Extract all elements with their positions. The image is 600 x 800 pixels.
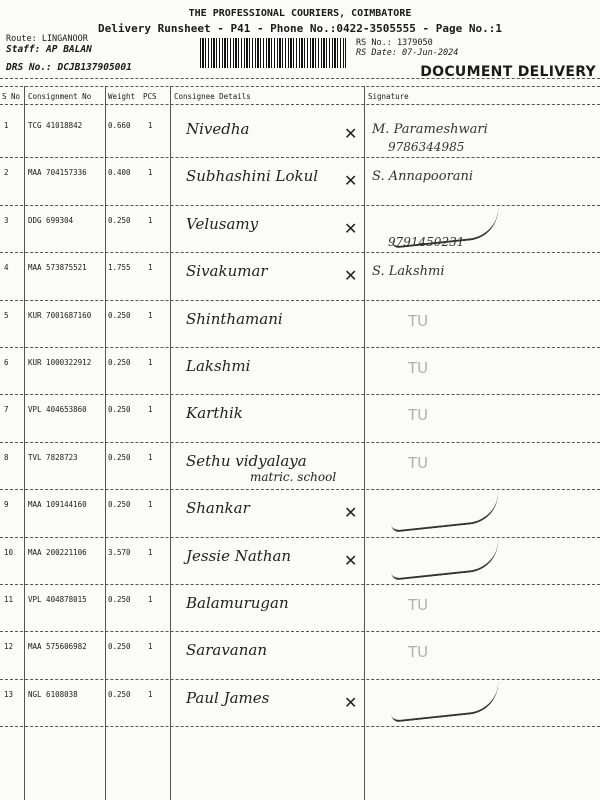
row-signature: TU [408,596,429,614]
row-consignee: Karthik [186,404,243,423]
col-signature: Signature [368,92,409,101]
row-consignee: Lakshmi [186,357,251,375]
row-signature-note: 9786344985 [388,140,465,154]
row-weight: 0.250 [108,642,131,652]
company-name: THE PROFESSIONAL COURIERS, COIMBATORE [188,8,412,19]
row-sno: 1 [4,121,9,130]
row-pcs: 1 [148,547,153,557]
rs-number: RS No.: 1379050 [356,38,433,48]
cross-mark: ✕ [344,692,358,712]
cross-mark: ✕ [344,171,358,191]
row-consignee: Paul James [186,688,270,707]
barcode-image [200,38,346,68]
row-consignment: MAA 109144160 [28,500,87,510]
drs-number: DRS No.: DCJB137905001 [6,62,132,73]
row-sno: 13 [4,689,14,699]
row-consignment: KUR 7001687160 [28,310,92,320]
row-consignee-line2: matric. school [250,469,337,484]
row-weight: 0.250 [108,358,131,367]
row-divider [0,584,600,585]
signature-scribble [389,679,502,722]
row-divider [0,300,600,301]
row-consignee: Balamurugan [186,594,289,612]
row-divider [0,679,600,680]
row-weight: 0.250 [108,215,131,225]
row-divider [0,347,600,348]
col-line [364,86,365,800]
row-pcs: 1 [148,168,153,178]
row-signature: S. Annapoorani [372,169,474,185]
row-weight: 0.250 [108,452,131,462]
row-signature-note: 9791450231 [388,234,465,249]
row-pcs: 1 [148,642,153,652]
row-divider [0,252,600,253]
row-pcs: 1 [148,595,153,604]
row-consignment: VPL 404878015 [28,595,87,604]
col-line [105,86,106,800]
row-pcs: 1 [148,500,153,510]
row-pcs: 1 [148,689,153,699]
header-divider [0,78,600,79]
row-sno: 8 [4,452,9,462]
row-sno: 5 [4,310,9,320]
row-weight: 1.755 [108,263,131,273]
row-sno: 10 [4,547,14,557]
row-consignee: Nivedha [186,120,250,138]
column-header-divider [0,104,600,105]
row-signature: TU [408,643,429,662]
col-weight: Weight [108,92,136,101]
row-weight: 0.250 [108,595,131,604]
route-label: Route: LINGANOOR [6,34,88,44]
staff-label: Staff: AP BALAN [6,44,92,55]
row-sno: 12 [4,642,14,652]
row-signature: TU [408,453,429,472]
row-signature: S. Lakshmi [372,264,445,280]
row-weight: 0.660 [108,121,131,130]
header-divider-2 [0,86,600,87]
row-sno: 7 [4,405,9,415]
row-weight: 0.250 [108,689,131,699]
row-consignee: Saravanan [186,641,268,660]
col-line [24,86,25,800]
row-weight: 3.570 [108,547,131,557]
row-consignment: KUR 1000322912 [28,358,92,367]
row-consignment: MAA 573875521 [28,263,87,273]
row-weight: 0.250 [108,500,131,510]
row-pcs: 1 [148,358,153,367]
cross-mark: ✕ [344,503,358,523]
row-pcs: 1 [148,452,153,462]
row-pcs: 1 [148,215,153,225]
col-pcs: PCS [143,92,157,101]
col-consignee: Consignee Details [174,92,251,101]
signature-scribble [389,537,502,580]
row-consignee: Shankar [186,499,250,518]
row-signature: TU [408,406,429,425]
row-consignee: Shinthamani [186,309,283,328]
row-consignment: TCG 41018842 [28,121,83,130]
row-divider [0,631,600,632]
cross-mark: ✕ [344,218,358,238]
row-weight: 0.250 [108,405,131,415]
row-divider [0,394,600,395]
row-consignee: Velusamy [186,214,259,233]
cross-mark: ✕ [344,550,358,570]
row-divider [0,489,600,490]
col-sno: S No [2,92,21,101]
row-consignment: MAA 200221106 [28,547,87,557]
cross-mark: ✕ [344,124,358,143]
row-pcs: 1 [148,310,153,320]
row-consignment: TVL 7828723 [28,452,78,462]
row-sno: 9 [4,500,9,510]
row-pcs: 1 [148,121,153,130]
document-delivery-stamp: DOCUMENT DELIVERY [420,64,596,80]
row-weight: 0.250 [108,310,131,320]
row-divider [0,205,600,206]
row-pcs: 1 [148,405,153,415]
row-consignee: Jessie Nathan [186,546,292,565]
cross-mark: ✕ [344,266,358,286]
row-signature: M. Parameshwari [372,122,488,137]
row-signature: TU [408,311,429,330]
row-consignment: MAA 704157336 [28,168,87,178]
row-consignment: DDG 699304 [28,215,74,225]
row-divider [0,442,600,443]
row-sno: 6 [4,358,9,367]
row-consignee: Sivakumar [186,262,268,281]
row-weight: 0.400 [108,168,131,178]
signature-scribble [389,490,502,533]
col-line [170,86,171,800]
row-signature: TU [408,359,429,377]
row-consignment: VPL 404653860 [28,405,87,415]
row-consignment: NGL 6108038 [28,689,78,699]
row-divider [0,537,600,538]
row-consignee: Subhashini Lokul [186,167,319,186]
row-pcs: 1 [148,263,153,273]
row-sno: 3 [4,215,9,225]
row-divider [0,157,600,158]
runsheet-title: Delivery Runsheet - P41 - Phone No.:0422-3505555 - Page No.:1 [98,22,502,35]
rs-date: RS Date: 07-Jun-2024 [356,48,459,58]
row-sno: 2 [4,168,9,178]
row-consignee: Sethu vidyalaya [186,451,307,470]
row-sno: 4 [4,263,9,273]
col-consignment: Consignment No [28,92,92,101]
row-divider [0,726,600,727]
row-consignment: MAA 575606982 [28,642,87,652]
row-sno: 11 [4,595,14,604]
